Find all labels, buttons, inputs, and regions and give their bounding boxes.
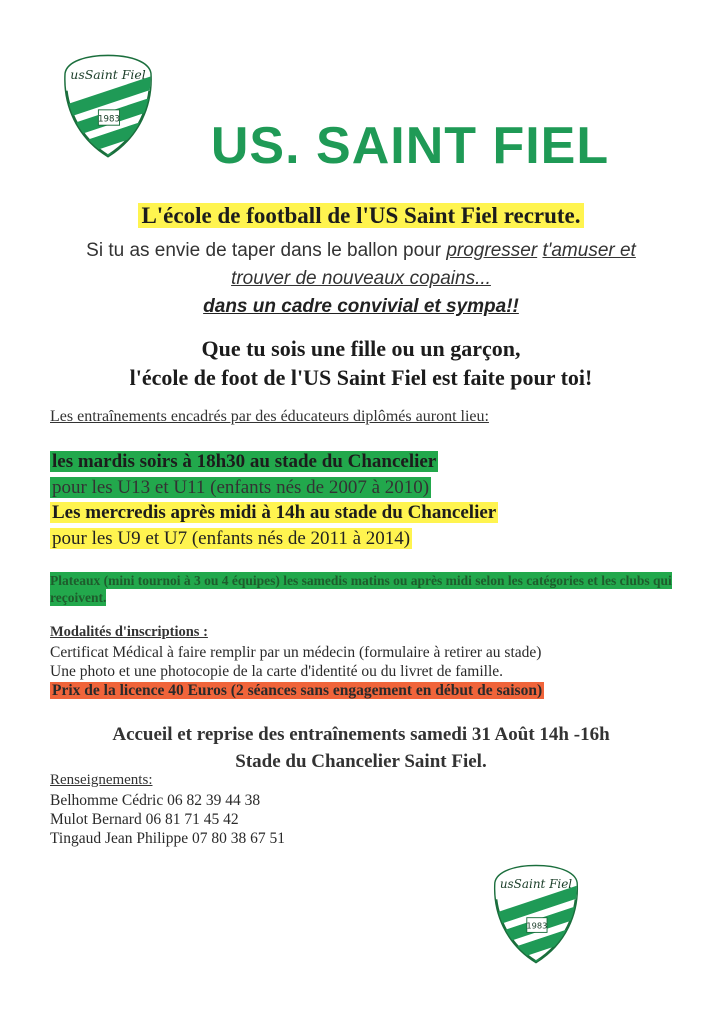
- club-crest-logo: [60, 52, 156, 160]
- session-tuesday-when: les mardis soirs à 18h30 au stade du Chancelier: [52, 451, 437, 472]
- price-text: Prix de la licence 40 Euros (2 séances sans engagement en début de saison): [52, 682, 543, 699]
- session-wednesday-ages: [50, 528, 412, 550]
- crest-name-bottom: usSaint Fiel: [499, 877, 573, 892]
- registration-item: Certificat Médical à faire remplir par un médecin (formulaire à retirer au stade): [50, 644, 542, 661]
- session-wednesday: [50, 502, 498, 524]
- trainings-label: Les entraînements encadrés par des éducateurs diplômés auront lieu:: [50, 408, 489, 425]
- intro-line-2: [0, 268, 722, 290]
- intro-progresser: progresser: [446, 240, 538, 261]
- intro-line-3: [0, 296, 722, 318]
- session-wednesday-who: pour les U9 et U7 (enfants nés de 2011 à 2014): [52, 528, 411, 549]
- intro-amuser: t'amuser et: [542, 240, 636, 261]
- page-title: US. SAINT FIEL: [210, 117, 610, 175]
- contact-entry: Tingaud Jean Philippe 07 80 38 67 51: [50, 830, 285, 847]
- plateaux-text: Plateaux (mini tournoi à 3 ou 4 équipes) les samedis matins ou après midi selon les catégories et les clubs qui reçoivent.: [50, 573, 672, 605]
- crest-year-bottom: 1983: [526, 920, 548, 931]
- club-crest-logo-bottom: [490, 862, 582, 966]
- intro-convivial: dans un cadre convivial et sympa!!: [203, 296, 519, 317]
- welcome-line-2: Stade du Chancelier Saint Fiel.: [235, 751, 487, 772]
- session-tuesday-who: pour les U13 et U11 (enfants nés de 2007 à 2010): [52, 477, 430, 498]
- intro-copains: trouver de nouveaux copains...: [231, 268, 491, 289]
- session-wednesday-when: Les mercredis après midi à 14h au stade du Chancelier: [52, 502, 497, 523]
- pitch-line-2: l'école de foot de l'US Saint Fiel est faite pour toi!: [129, 365, 593, 390]
- intro-prefix: Si tu as envie de taper dans le ballon pour: [86, 240, 447, 261]
- headline: [0, 203, 722, 229]
- crest-year: 1983: [97, 114, 120, 125]
- plateaux-note: [50, 572, 692, 606]
- registration-item: Une photo et une photocopie de la carte d'identité ou du livret de famille.: [50, 663, 504, 680]
- crest-name: usSaint Fiel: [70, 67, 146, 83]
- registration-title: Modalités d'inscriptions :: [50, 624, 208, 640]
- registration-price: [50, 682, 544, 700]
- session-tuesday: [50, 451, 438, 473]
- headline-text: L'école de football de l'US Saint Fiel recrute.: [138, 203, 583, 228]
- contact-entry: Mulot Bernard 06 81 71 45 42: [50, 811, 239, 828]
- contacts-title: Renseignements:: [50, 772, 153, 788]
- session-tuesday-ages: [50, 477, 431, 499]
- welcome-line-1: Accueil et reprise des entraînements samedi 31 Août 14h -16h: [112, 724, 610, 745]
- pitch-line-1: Que tu sois une fille ou un garçon,: [201, 336, 521, 361]
- intro-line-1: [0, 240, 722, 262]
- contact-entry: Belhomme Cédric 06 82 39 44 38: [50, 792, 261, 809]
